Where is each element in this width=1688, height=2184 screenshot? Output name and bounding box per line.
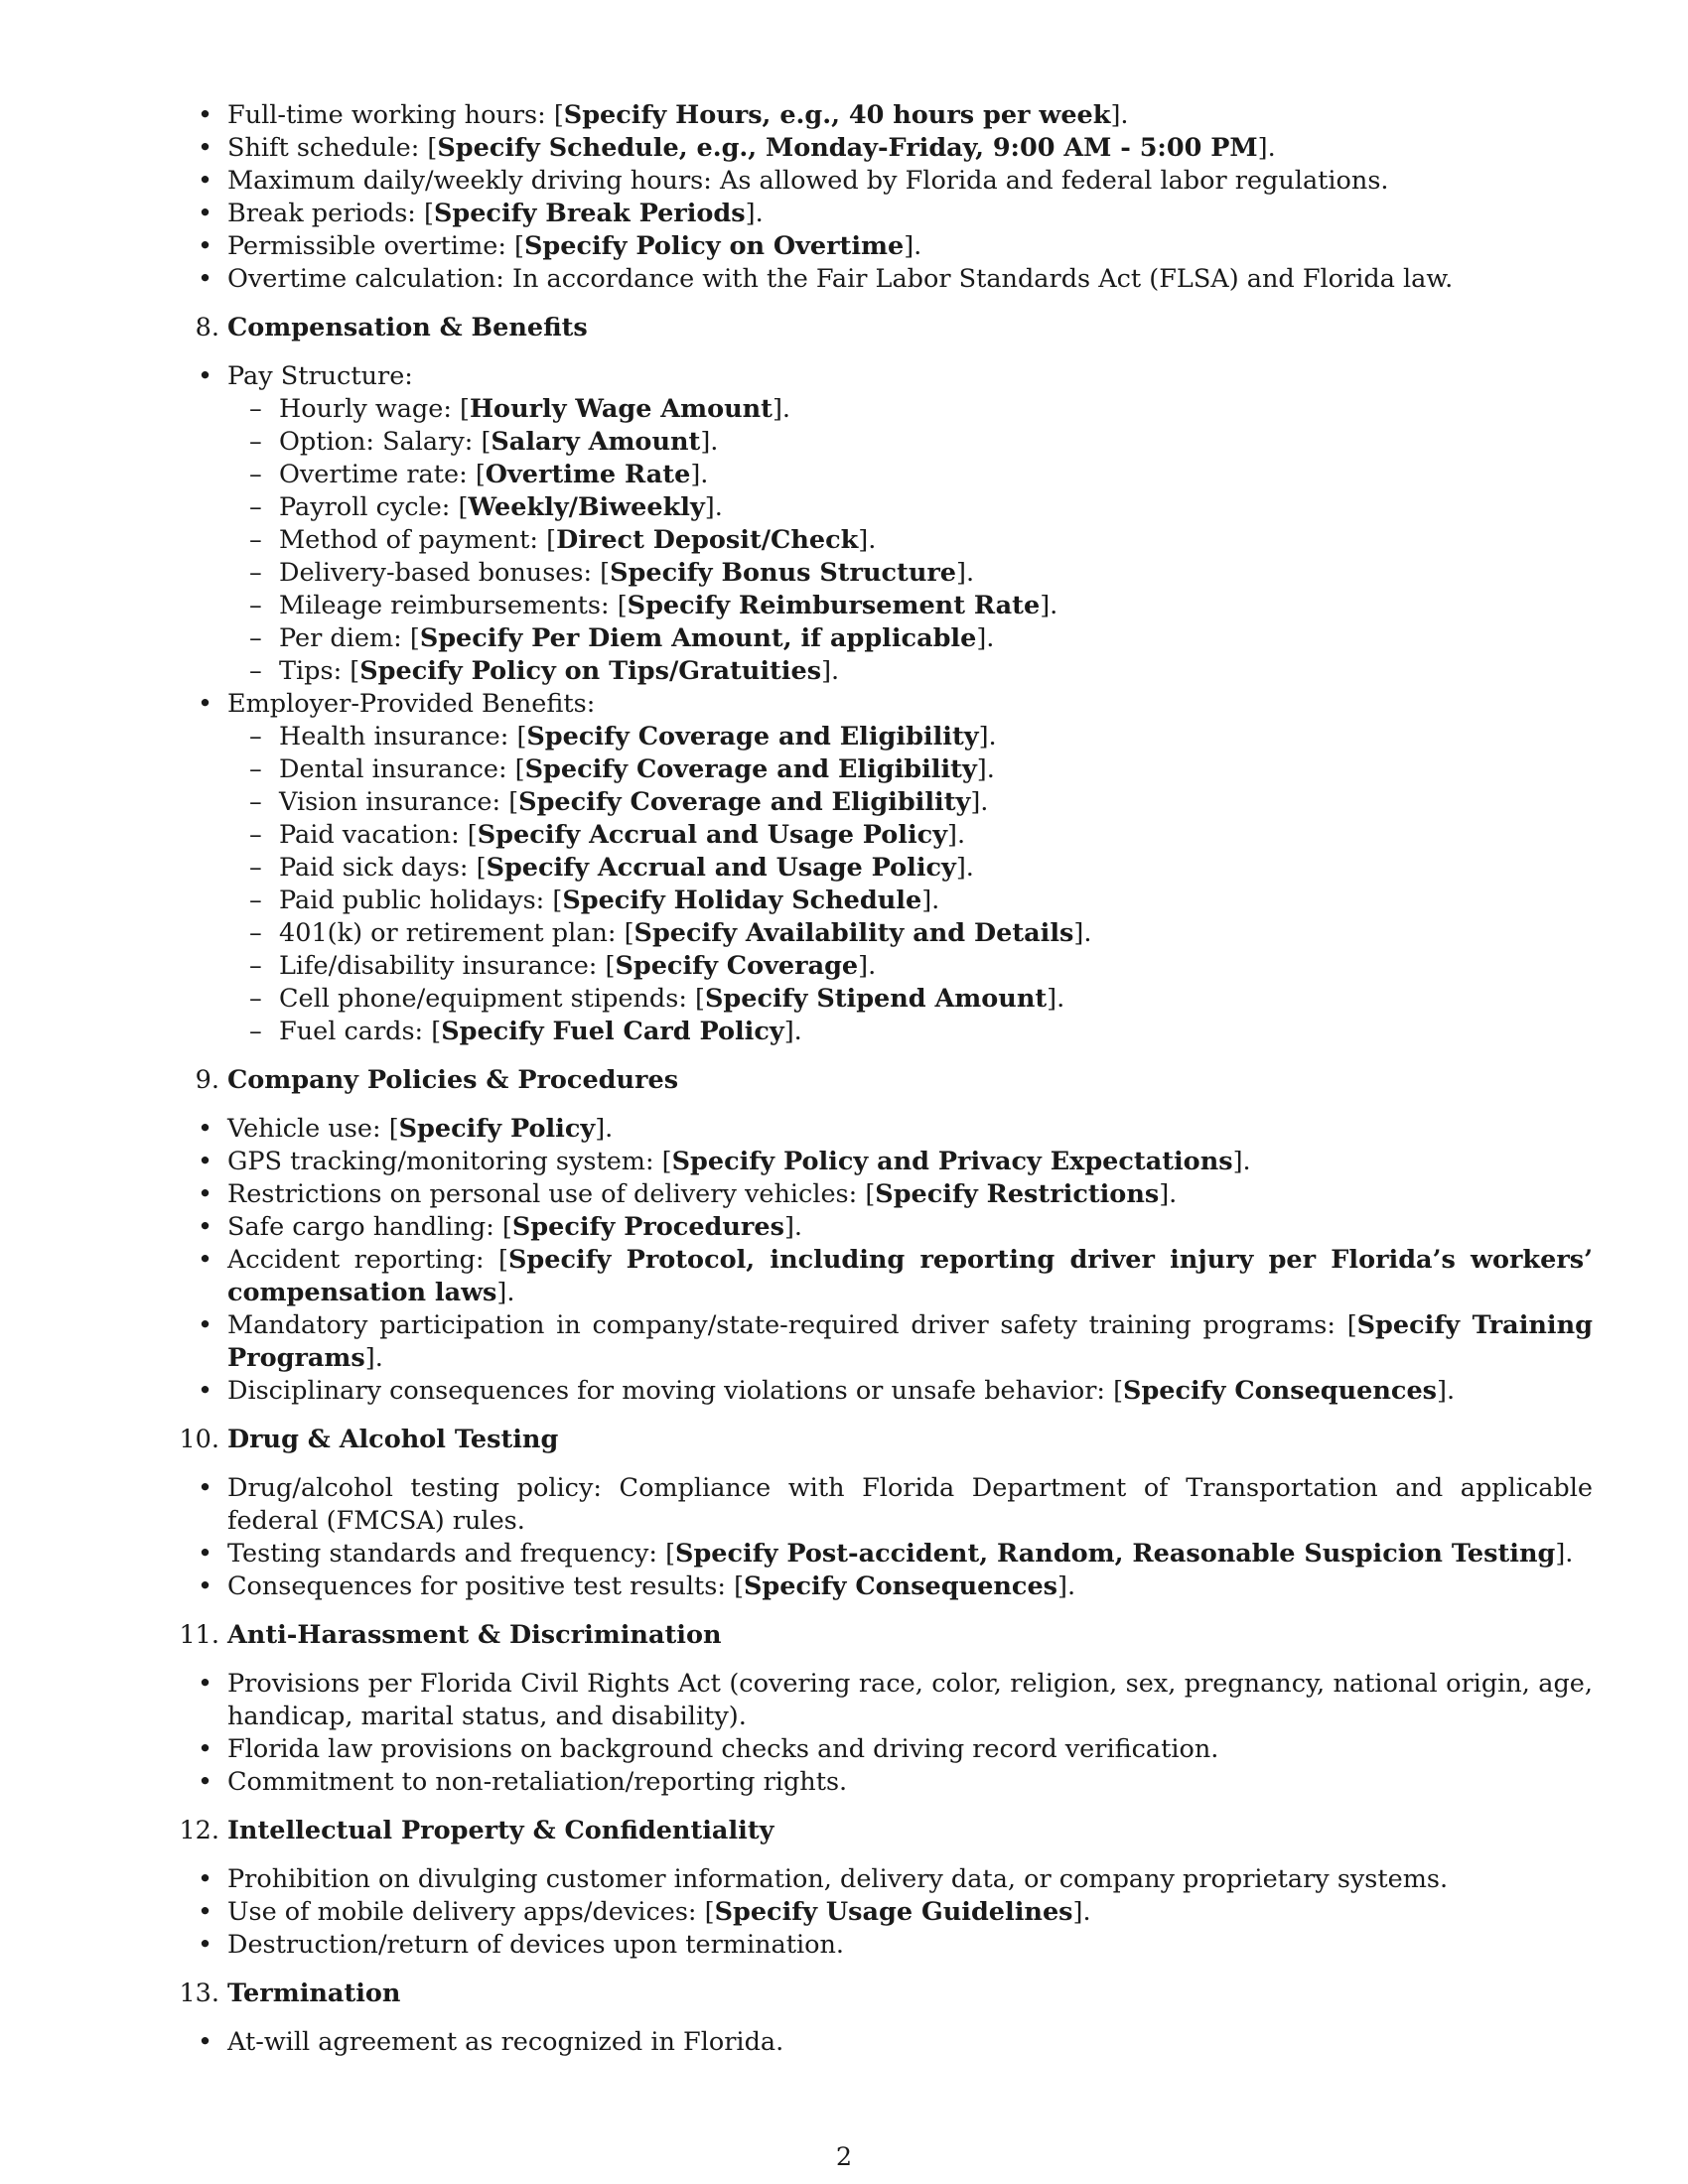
list-item: • Safe cargo handling: [Specify Procedures]. — [198, 1212, 803, 1242]
list-item: – Option: Salary: [Salary Amount]. — [249, 427, 719, 457]
list-item: – Method of payment: [Direct Deposit/Check]. — [249, 525, 877, 555]
list-item: – Life/disability insurance: [Specify Coverage]. — [249, 951, 877, 981]
list-item: • Maximum daily/weekly driving hours: As allowed by Florida and federal labor regulations. — [198, 166, 1389, 196]
section-title: Drug & Alcohol Testing — [227, 1425, 559, 1454]
list-item: • Drug/alcohol testing policy: Compliance with Florida Department of Transportation and applicable federal (FMCSA) rules. — [198, 1473, 1593, 1536]
section-company-policies — [195, 1064, 1593, 1408]
benefits-list — [227, 721, 1593, 1048]
list-item: • Break periods: [Specify Break Periods]. — [198, 199, 764, 228]
list-item: – Vision insurance: [Specify Coverage and Eligibility]. — [249, 787, 989, 817]
section-number: 11. — [179, 1620, 219, 1650]
list-item: – Paid sick days: [Specify Accrual and Usage Policy]. — [249, 853, 974, 883]
list-item: – Cell phone/equipment stipends: [Specify Stipend Amount]. — [249, 984, 1065, 1014]
section-heading — [168, 1619, 1593, 1652]
list-item: • Provisions per Florida Civil Rights Act (covering race, color, religion, sex, pregnancy, national origin, age, handicap, marital status, and disability). — [198, 1669, 1593, 1731]
compensation-list — [198, 360, 1593, 1048]
list-item: • At-will agreement as recognized in Florida. — [198, 2027, 784, 2057]
section-heading — [168, 1815, 1593, 1847]
list-item: – Tips: [Specify Policy on Tips/Gratuities]. — [249, 656, 840, 686]
list-item: • Employer-Provided Benefits: – Health insurance: [Specify Coverage and Eligibility]. – Dental insurance: [Specify Coverage and Eligibility]. – Vision insurance: [Specify Coverage and Eligibility]. – Paid vacation: [Specify Accrual and Usage Policy]. – Paid sick days: [Specify Accrual and Usage Policy]. – Paid public holidays: [Specify Holiday Schedule]. – 401(k) or retirement plan: [Specify Availability and Details]. – Life/disability insurance: [Specify Coverage]. – Cell phone/equipment stipends: [Specify Stipend Amount]. – Fuel cards: [Specify Fuel Card Policy]. — [227, 688, 1593, 1048]
working-hours-list — [198, 99, 1593, 296]
list-item: – Paid vacation: [Specify Accrual and Usage Policy]. — [249, 820, 966, 850]
list-item: • Testing standards and frequency: [Specify Post-accident, Random, Reasonable Suspicion Testing]. — [198, 1539, 1574, 1569]
section-ip-confidentiality — [179, 1815, 1593, 1962]
list-item: • Pay Structure: – Hourly wage: [Hourly Wage Amount]. – Option: Salary: [Salary Amount]. – Overtime rate: [Overtime Rate]. – Payroll cycle: [Weekly/Biweekly]. – Method of payment: [Direct Deposit/Check]. – Delivery-based bonuses: [Specify Bonus Structure]. – Mileage reimbursements: [Specify Reimbursement Rate]. – Per diem: [Specify Per Diem Amount, if applicable]. – Tips: [Specify Policy on Tips/Gratuities]. — [227, 360, 1593, 688]
section-heading — [168, 1064, 1593, 1097]
section-title: Anti-Harassment & Discrimination — [227, 1620, 722, 1650]
list-item: • Accident reporting: [Specify Protocol, including reporting driver injury per Florida’s workers’ compensation laws]. — [198, 1245, 1593, 1307]
testing-list — [198, 1472, 1593, 1603]
list-item: • GPS tracking/monitoring system: [Specify Policy and Privacy Expectations]. — [198, 1147, 1251, 1176]
section-number: 10. — [179, 1425, 219, 1454]
list-item: – Dental insurance: [Specify Coverage and Eligibility]. — [249, 754, 995, 784]
document-body — [179, 99, 1593, 2059]
list-item: – Health insurance: [Specify Coverage and Eligibility]. — [249, 722, 997, 751]
section-title: Termination — [227, 1979, 401, 2008]
section-number: 9. — [195, 1065, 219, 1095]
list-item: • Permissible overtime: [Specify Policy on Overtime]. — [198, 231, 922, 261]
list-item: – 401(k) or retirement plan: [Specify Availability and Details]. — [249, 918, 1092, 948]
section-title: Compensation & Benefits — [227, 313, 588, 342]
list-item: – Overtime rate: [Overtime Rate]. — [249, 460, 709, 489]
list-item: • Commitment to non-retaliation/reporting rights. — [198, 1767, 848, 1797]
section-compensation — [195, 312, 1593, 1048]
section-heading — [168, 1424, 1593, 1456]
section-termination — [179, 1978, 1593, 2059]
section-number: 12. — [179, 1816, 219, 1845]
section-drug-alcohol-testing — [179, 1424, 1593, 1603]
section-number: 13. — [179, 1979, 219, 2008]
list-item: • Vehicle use: [Specify Policy]. — [198, 1114, 614, 1144]
list-item: • Mandatory participation in company/state-required driver safety training programs: [Specify Training Programs]. — [198, 1310, 1593, 1373]
page-number: 2 — [835, 2142, 853, 2172]
section-heading — [168, 1978, 1593, 2010]
section-title: Intellectual Property & Confidentiality — [227, 1816, 774, 1845]
termination-list — [198, 2026, 1593, 2059]
list-item: • Prohibition on divulging customer information, delivery data, or company proprietary systems. — [198, 1864, 1449, 1894]
policies-list — [198, 1113, 1593, 1408]
list-item: – Payroll cycle: [Weekly/Biweekly]. — [249, 492, 723, 522]
list-item: – Delivery-based bonuses: [Specify Bonus Structure]. — [249, 558, 975, 588]
section-title: Company Policies & Procedures — [227, 1065, 679, 1095]
list-item: – Fuel cards: [Specify Fuel Card Policy]. — [249, 1017, 802, 1046]
section-heading — [168, 312, 1593, 344]
list-item: – Mileage reimbursements: [Specify Reimbursement Rate]. — [249, 591, 1058, 620]
list-item: • Consequences for positive test results: [Specify Consequences]. — [198, 1571, 1076, 1601]
list-item: – Per diem: [Specify Per Diem Amount, if applicable]. — [249, 623, 995, 653]
list-item: • Restrictions on personal use of delivery vehicles: [Specify Restrictions]. — [198, 1179, 1178, 1209]
list-item: • Disciplinary consequences for moving violations or unsafe behavior: [Specify Consequences]. — [198, 1376, 1456, 1406]
list-item: • Use of mobile delivery apps/devices: [Specify Usage Guidelines]. — [198, 1897, 1091, 1927]
list-item: – Hourly wage: [Hourly Wage Amount]. — [249, 394, 790, 424]
section-number: 8. — [195, 313, 219, 342]
list-item: • Florida law provisions on background checks and driving record verification. — [198, 1734, 1219, 1764]
confidentiality-list — [198, 1863, 1593, 1962]
list-item: – Paid public holidays: [Specify Holiday Schedule]. — [249, 886, 940, 915]
list-item: • Full-time working hours: [Specify Hours, e.g., 40 hours per week]. — [198, 100, 1129, 130]
section-anti-harassment — [179, 1619, 1593, 1799]
list-item: • Destruction/return of devices upon termination. — [198, 1930, 845, 1960]
list-item: • Shift schedule: [Specify Schedule, e.g., Monday-Friday, 9:00 AM - 5:00 PM]. — [198, 133, 1276, 163]
pay-structure-list — [227, 393, 1593, 688]
harassment-list — [198, 1668, 1593, 1799]
list-item: • Overtime calculation: In accordance with the Fair Labor Standards Act (FLSA) and Florida law. — [198, 264, 1454, 294]
